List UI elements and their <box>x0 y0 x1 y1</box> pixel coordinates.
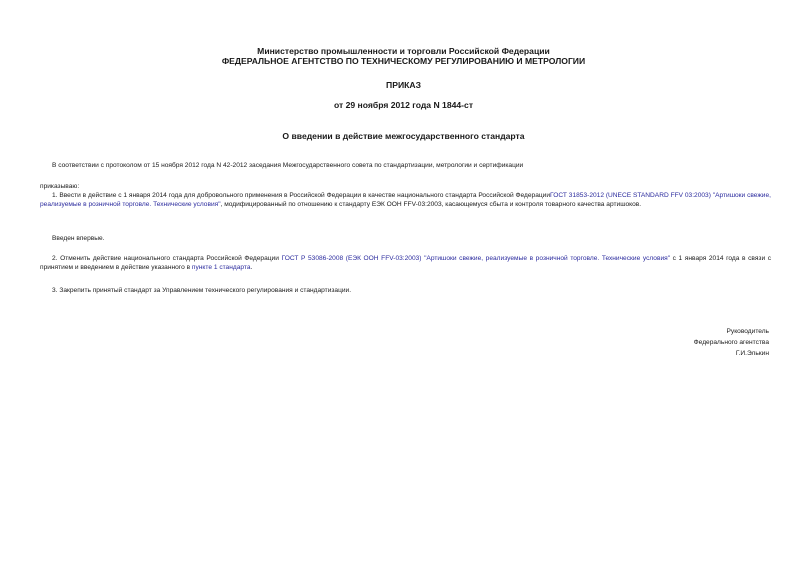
preamble-paragraph <box>40 162 771 171</box>
gost-r-53086-link[interactable]: ГОСТ Р 53086-2008 (ЕЭК ООН FFV-03:2003) <box>281 255 422 262</box>
doc-type <box>0 80 807 90</box>
preamble-text: В соответствии с протоколом от 15 ноября 2012 года N 42-2012 заседания Межгосударственного совета по стандартизации, метрологии и сертификации <box>52 162 524 169</box>
item-2-text-end: . <box>250 263 253 271</box>
artichokes-title-link[interactable]: "Артишоки свежие, реализуемые в розничной торговле. Технические условия" <box>40 192 771 208</box>
doc-subject <box>0 131 807 141</box>
item-3-paragraph <box>40 287 771 296</box>
doc-type-label: ПРИКАЗ <box>386 80 421 90</box>
artichokes-title-link-2[interactable]: "Артишоки свежие, реализуемые в розничной торговле. Технические условия" <box>424 255 671 262</box>
first-time-text: Введен впервые. <box>52 235 105 242</box>
item-1-paragraph <box>40 192 771 209</box>
date-number-label: от 29 ноября 2012 года N 1844-ст <box>333 100 474 110</box>
signer-position: Руководитель <box>726 328 769 335</box>
order-word-paragraph <box>40 183 771 192</box>
item-1-text-end: , модифицированный по отношению к стандарту ЕЭК ООН FFV-03:2003, касающемуся сбыта и контроля товарного качества артишоков. <box>220 200 642 208</box>
ministry-title: Министерство промышленности и торговли Российской Федерации <box>257 46 550 56</box>
date-number <box>0 100 807 110</box>
item-1-standard-link[interactable]: пункте 1 стандарта <box>191 263 251 271</box>
signer-name: Г.И.Элькин <box>735 350 769 357</box>
item-3-text: 3. Закрепить принятый стандарт за Управлением технического регулирования и стандартизации. <box>52 287 352 294</box>
agency-title: ФЕДЕРАЛЬНОЕ АГЕНТСТВО ПО ТЕХНИЧЕСКОМУ РЕГУЛИРОВАНИЮ И МЕТРОЛОГИИ <box>221 56 586 66</box>
gost-31853-link[interactable]: ГОСТ 31853-2012 (UNECE STANDARD FFV 03:2003) <box>550 192 711 199</box>
order-word-text: приказываю: <box>40 183 80 190</box>
signer-org: Федерального агентства <box>693 339 769 346</box>
first-time-paragraph <box>40 235 771 244</box>
item-2-paragraph <box>40 255 771 272</box>
item-1-text: 1. Ввести в действие с 1 января 2014 года для добровольного применения в Российской Федерации в качестве национального стандарта Российской Федерации <box>52 192 551 199</box>
item-2-text-mid: с 1 января 2014 года в связи с принятием и введением в действие указанного в <box>40 255 772 271</box>
doc-subject-label: О введении в действие межгосударственного стандарта <box>282 131 525 141</box>
document-header <box>0 46 807 66</box>
signature-block <box>694 326 769 359</box>
item-2-text: 2. Отменить действие национального стандарта Российской Федерации <box>52 255 282 262</box>
